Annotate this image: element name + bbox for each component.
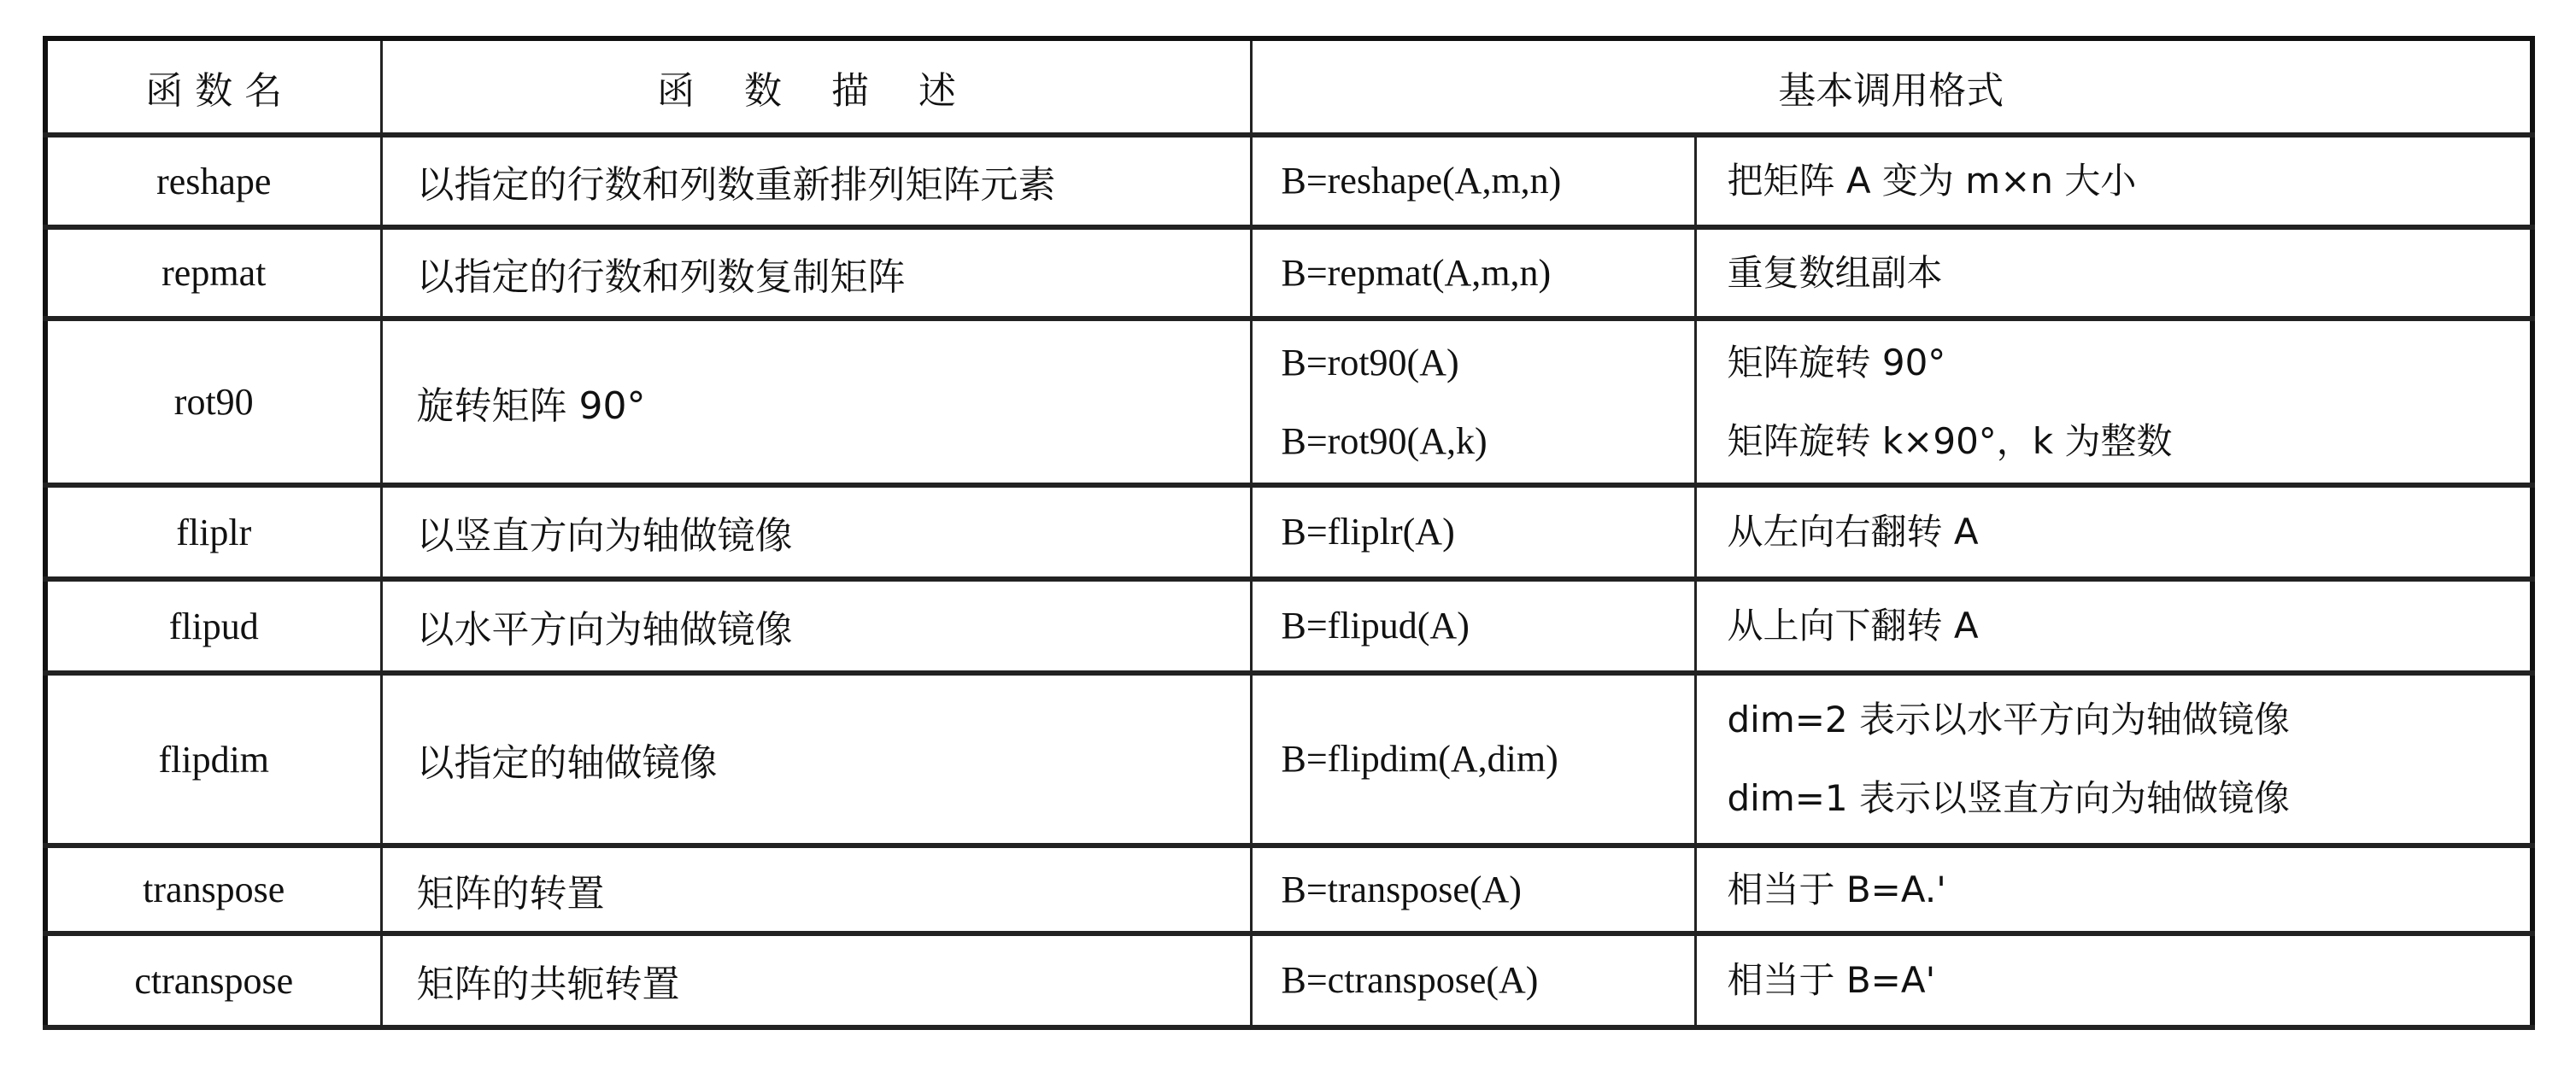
function-name-cell: transpose [45,846,381,933]
table-row [45,485,2532,579]
call-format-cell [1251,485,1695,579]
call-format-cell [1251,846,1695,933]
table-row [45,579,2532,673]
function-name-cell: fliplr [45,485,381,579]
function-name-cell: reshape [45,135,381,227]
header-basic-usage: 基本调用格式 [1251,38,2532,135]
function-description-cell: 矩阵的共轭转置 [381,933,1251,1027]
call-note-cell [1695,846,2532,933]
function-description-cell: 以竖直方向为轴做镜像 [381,485,1251,579]
function-name-cell: ctranspose [45,933,381,1027]
call-format: B=repmat(A,m,n) [1281,251,1552,294]
function-description-cell: 以水平方向为轴做镜像 [381,579,1251,673]
call-format: B=rot90(A,k) [1281,419,1488,462]
call-note-cell [1695,579,2532,673]
call-format-cell [1251,135,1695,227]
call-format: B=transpose(A) [1281,868,1522,910]
call-note-cell [1695,227,2532,319]
call-note: 相当于 B=A.' [1727,868,1946,910]
call-note: 从左向右翻转 A [1727,511,1979,553]
header-function-description: 函 数 描 述 [381,38,1251,135]
table-row [45,846,2532,933]
table-row [45,673,2532,846]
call-note-cell [1695,673,2532,846]
call-format: B=reshape(A,m,n) [1281,160,1562,202]
call-format-cell [1251,319,1695,485]
function-description-cell: 旋转矩阵 90° [381,319,1251,485]
function-description-cell: 以指定的行数和列数重新排列矩阵元素 [381,135,1251,227]
call-note: 矩阵旋转 90° [1727,341,1946,383]
call-format: B=fliplr(A) [1281,511,1455,553]
call-format-cell [1251,227,1695,319]
call-note: dim=1 表示以竖直方向为轴做镜像 [1727,777,2291,819]
call-format: B=flipdim(A,dim) [1281,738,1558,780]
table-header-row [45,38,2532,135]
header-function-name: 函 数 名 [45,38,381,135]
table-row [45,319,2532,485]
call-format: B=ctranspose(A) [1281,959,1539,1001]
call-format: B=rot90(A) [1281,341,1459,383]
table-row [45,135,2532,227]
call-note: dim=2 表示以水平方向为轴做镜像 [1727,699,2291,740]
call-note: 重复数组副本 [1727,251,1943,294]
call-note-cell [1695,135,2532,227]
call-note-cell [1695,933,2532,1027]
call-note: 相当于 B=A' [1727,959,1936,1001]
function-table [43,36,2535,1030]
call-format-cell [1251,673,1695,846]
table-row [45,933,2532,1027]
function-description-cell: 矩阵的转置 [381,846,1251,933]
function-name-cell: flipud [45,579,381,673]
call-note-cell [1695,319,2532,485]
call-note-cell [1695,485,2532,579]
call-note: 把矩阵 A 变为 m×n 大小 [1727,160,2137,202]
function-description-cell: 以指定的行数和列数复制矩阵 [381,227,1251,319]
call-format-cell [1251,579,1695,673]
table-row [45,227,2532,319]
function-description-cell: 以指定的轴做镜像 [381,673,1251,846]
call-format-cell [1251,933,1695,1027]
call-note: 矩阵旋转 k×90°，k 为整数 [1727,419,2173,462]
function-name-cell: repmat [45,227,381,319]
function-name-cell: flipdim [45,673,381,846]
function-name-cell: rot90 [45,319,381,485]
call-format: B=flipud(A) [1281,605,1470,647]
call-note: 从上向下翻转 A [1727,605,1979,647]
